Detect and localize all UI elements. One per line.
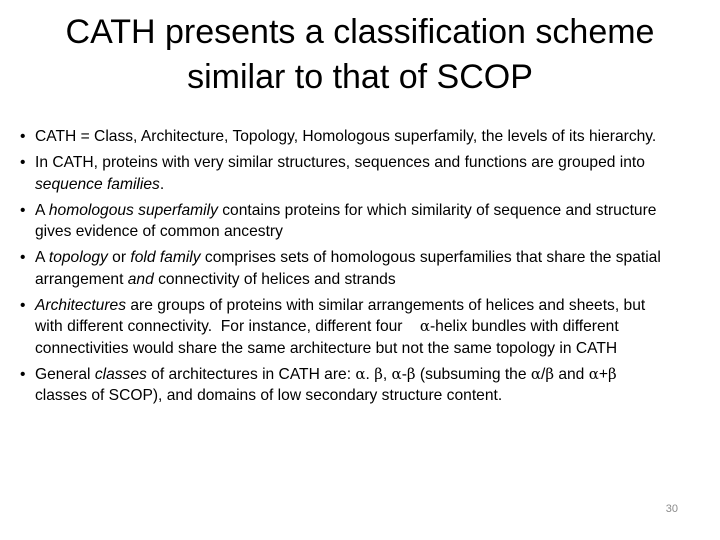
bullet-marker: • — [20, 128, 26, 145]
bullet-term-classes: classes — [94, 365, 147, 383]
bullet-text: + — [598, 365, 608, 383]
greek-alpha: α — [588, 364, 599, 383]
bullet-text: -helix bundles with different connectivities would share the same architecture but not the same topology in CATH — [35, 318, 624, 357]
bullet-item-homologous-superfamily — [20, 200, 670, 243]
page-number: 30 — [665, 503, 678, 515]
bullet-list — [20, 126, 670, 411]
bullet-term-and: and — [127, 270, 154, 288]
greek-beta: β — [374, 364, 383, 383]
bullet-term-sequence-families: sequence families — [35, 175, 160, 193]
bullet-text: . — [159, 175, 165, 193]
bullet-term-fold-family: fold family — [130, 249, 201, 266]
greek-alpha: α — [391, 364, 402, 383]
bullet-item-classes — [20, 364, 670, 407]
bullet-text: or — [107, 249, 131, 266]
slide-title — [40, 10, 680, 100]
bullet-text: / — [540, 365, 546, 383]
bullet-text: classes of SCOP), and domains of low secondary structure content. — [35, 365, 621, 404]
greek-beta: β — [607, 364, 617, 383]
bullet-marker: • — [20, 201, 26, 219]
bullet-text: are groups of proteins with similar arrangements of helices and sheets, but with different connectivity. For instance, different four — [35, 296, 650, 335]
bullet-text: - — [401, 365, 407, 383]
greek-alpha: α — [355, 364, 366, 383]
bullet-item-sequence-families — [20, 152, 670, 195]
bullet-text: In CATH, proteins with very similar structures, sequences and functions are grouped into — [35, 154, 650, 171]
bullet-text: A — [35, 201, 49, 219]
bullet-marker: • — [20, 365, 26, 383]
slide-title-line-2: similar to that of SCOP — [187, 58, 533, 96]
greek-beta: β — [545, 364, 554, 383]
bullet-item-cath-hierarchy — [20, 126, 670, 148]
bullet-text: connectivity of helices and strands — [153, 270, 396, 288]
bullet-text: (subsuming the — [415, 365, 531, 383]
bullet-text: of architectures in CATH are: — [146, 365, 356, 383]
bullet-text: A — [35, 249, 49, 266]
greek-beta: β — [406, 364, 416, 383]
bullet-item-topology — [20, 247, 670, 290]
bullet-text: , — [382, 365, 392, 383]
bullet-marker: • — [20, 249, 26, 266]
bullet-marker: • — [20, 296, 26, 314]
slide-title-line-1: CATH presents a classification scheme — [65, 13, 655, 51]
bullet-text: . — [365, 365, 375, 383]
bullet-text: contains proteins for which similarity of sequence and structure gives evidence of common ancestry — [35, 201, 661, 240]
bullet-term-homologous-superfamily: homologous superfamily — [48, 201, 218, 219]
bullet-text: and — [554, 365, 589, 383]
bullet-term-architectures: Architectures — [35, 296, 126, 314]
bullet-term-topology: topology — [48, 249, 108, 266]
bullet-text: comprises sets of homologous superfamilies that share the spatial arrangement — [35, 249, 666, 288]
bullet-item-architectures — [20, 295, 670, 360]
bullet-text: CATH = Class, Architecture, Topology, Homologous superfamily, the levels of its hierarchy. — [35, 128, 657, 145]
bullet-text: General — [35, 365, 95, 383]
greek-alpha: α — [530, 364, 541, 383]
bullet-marker: • — [20, 154, 26, 171]
greek-alpha: α — [419, 317, 430, 335]
